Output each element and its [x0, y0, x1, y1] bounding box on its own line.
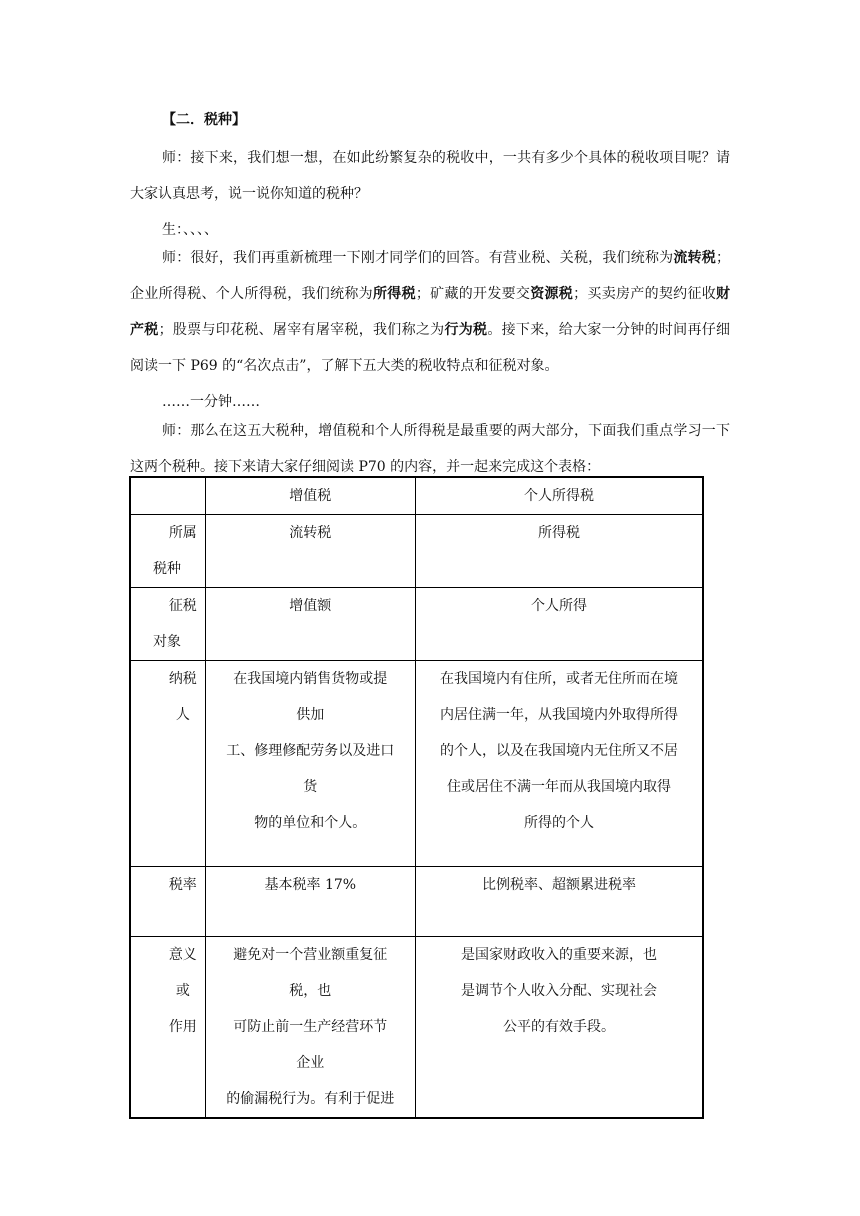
cell-line: 是国家财政收入的重要来源，也: [460, 947, 657, 963]
table-header-row: [130, 477, 703, 515]
text-segment: 。接下来，给大家一分钟的时间再仔细阅读一下 P69 的“名次点击”，了解下五大类的税收特点和征税对象。: [130, 322, 731, 374]
paragraph-teacher-question: 师：接下来，我们想一想，在如此纷繁复杂的税收中，一共有多少个具体的税收项目呢？请大家认真思考，说一说你知道的税种？: [130, 150, 730, 202]
cell-line: 的个人，以及在我国境内无住所又不居: [439, 743, 678, 759]
cell-line: 避免对一个营业额重复征: [233, 947, 388, 963]
cell-line: 在我国境内有住所，或者无住所而在境: [439, 671, 678, 687]
cell-line: 在我国境内销售货物或提: [233, 671, 388, 687]
vat-cell: 基本税率 17%: [205, 867, 415, 937]
pit-cell: 比例税率、超额累进税率: [415, 867, 703, 937]
text-segment: ；企业所得税、个人所得税，我们统称为: [130, 250, 731, 302]
paragraph-table-intro: 师：那么在这五大税种，增值税和个人所得税是最重要的两大部分，下面我们重点学习一下这两个税种。接下来请大家仔细阅读 P70 的内容，并一起来完成这个表格：: [130, 423, 730, 475]
pit-cell: 所得税: [415, 515, 703, 588]
paragraph-student-answer: 生：、、、、: [162, 222, 218, 238]
cell-line: 所得的个人: [523, 815, 594, 831]
cell-line: 供加: [296, 707, 325, 723]
table-row: [130, 588, 703, 661]
row-label-line: 或: [175, 983, 190, 999]
cell-line: 可防止前一生产经营环节: [233, 1019, 388, 1035]
text-segment: ；买卖房产的契约征收: [573, 286, 717, 302]
row-label-line: 意义: [168, 947, 197, 963]
row-label-line: 人: [175, 707, 190, 723]
table-row: [130, 937, 703, 1119]
cell-line: 内居住满一年，从我国境内外取得所得: [439, 707, 678, 723]
cell-line: 住或居住不满一年而从我国境内取得: [446, 779, 671, 795]
section-heading: 【二．税种】: [162, 112, 246, 128]
text-segment: ；矿藏的开发要交: [415, 286, 531, 302]
bold-term: 资源税: [530, 286, 574, 302]
table-row: [130, 515, 703, 588]
row-label-line: 纳税: [168, 671, 197, 687]
row-label-line: 作用: [168, 1019, 197, 1035]
text-segment: ；股票与印花税、屠宰有屠宰税，我们称之为: [158, 322, 445, 338]
row-label-line: 税率: [168, 877, 197, 893]
row-label-line: 征税: [168, 598, 197, 614]
row-label-cell: [130, 867, 205, 937]
table-row: [130, 867, 703, 937]
row-label-line: 所属: [168, 525, 197, 541]
header-cell-empty: [130, 477, 205, 515]
paragraph-one-minute: ……一分钟……: [162, 394, 260, 410]
bold-term: 所得税: [372, 286, 416, 302]
cell-line: 物的单位和个人。: [254, 815, 367, 831]
vat-cell: 增值额: [205, 588, 415, 661]
cell-line: 企业: [296, 1055, 325, 1071]
bold-term: 财产税: [130, 286, 731, 338]
text-segment: 师：很好，我们再重新梳理一下刚才同学们的回答。有营业税、关税，我们统称为: [162, 250, 674, 266]
cell-line: 货: [303, 779, 318, 795]
vat-cell: 流转税: [205, 515, 415, 588]
paragraph-tax-categories: [130, 240, 730, 384]
pit-cell: [415, 937, 703, 1119]
table-row: [130, 661, 703, 867]
vat-cell: [205, 937, 415, 1119]
pit-cell: 个人所得: [415, 588, 703, 661]
row-label-cell: [130, 937, 205, 1119]
row-label-cell: [130, 661, 205, 867]
bold-term: 行为税: [444, 322, 488, 338]
cell-line: 工、修理修配劳务以及进口: [226, 743, 395, 759]
row-label-line: 对象: [153, 634, 181, 650]
vat-cell: [205, 661, 415, 867]
pit-cell: [415, 661, 703, 867]
cell-line: 税，也: [289, 983, 332, 999]
tax-comparison-table: [129, 476, 704, 1119]
cell-line: 公平的有效手段。: [502, 1019, 615, 1035]
bold-term: 流转税: [673, 250, 717, 266]
row-label-cell: [130, 515, 205, 588]
header-cell-pit: 个人所得税: [415, 477, 703, 515]
row-label-line: 税种: [153, 561, 181, 577]
cell-line: 的偷漏税行为。有利于促进: [226, 1091, 395, 1107]
header-cell-vat: 增值税: [205, 477, 415, 515]
cell-line: 是调节个人收入分配、实现社会: [460, 983, 657, 999]
row-label-cell: [130, 588, 205, 661]
